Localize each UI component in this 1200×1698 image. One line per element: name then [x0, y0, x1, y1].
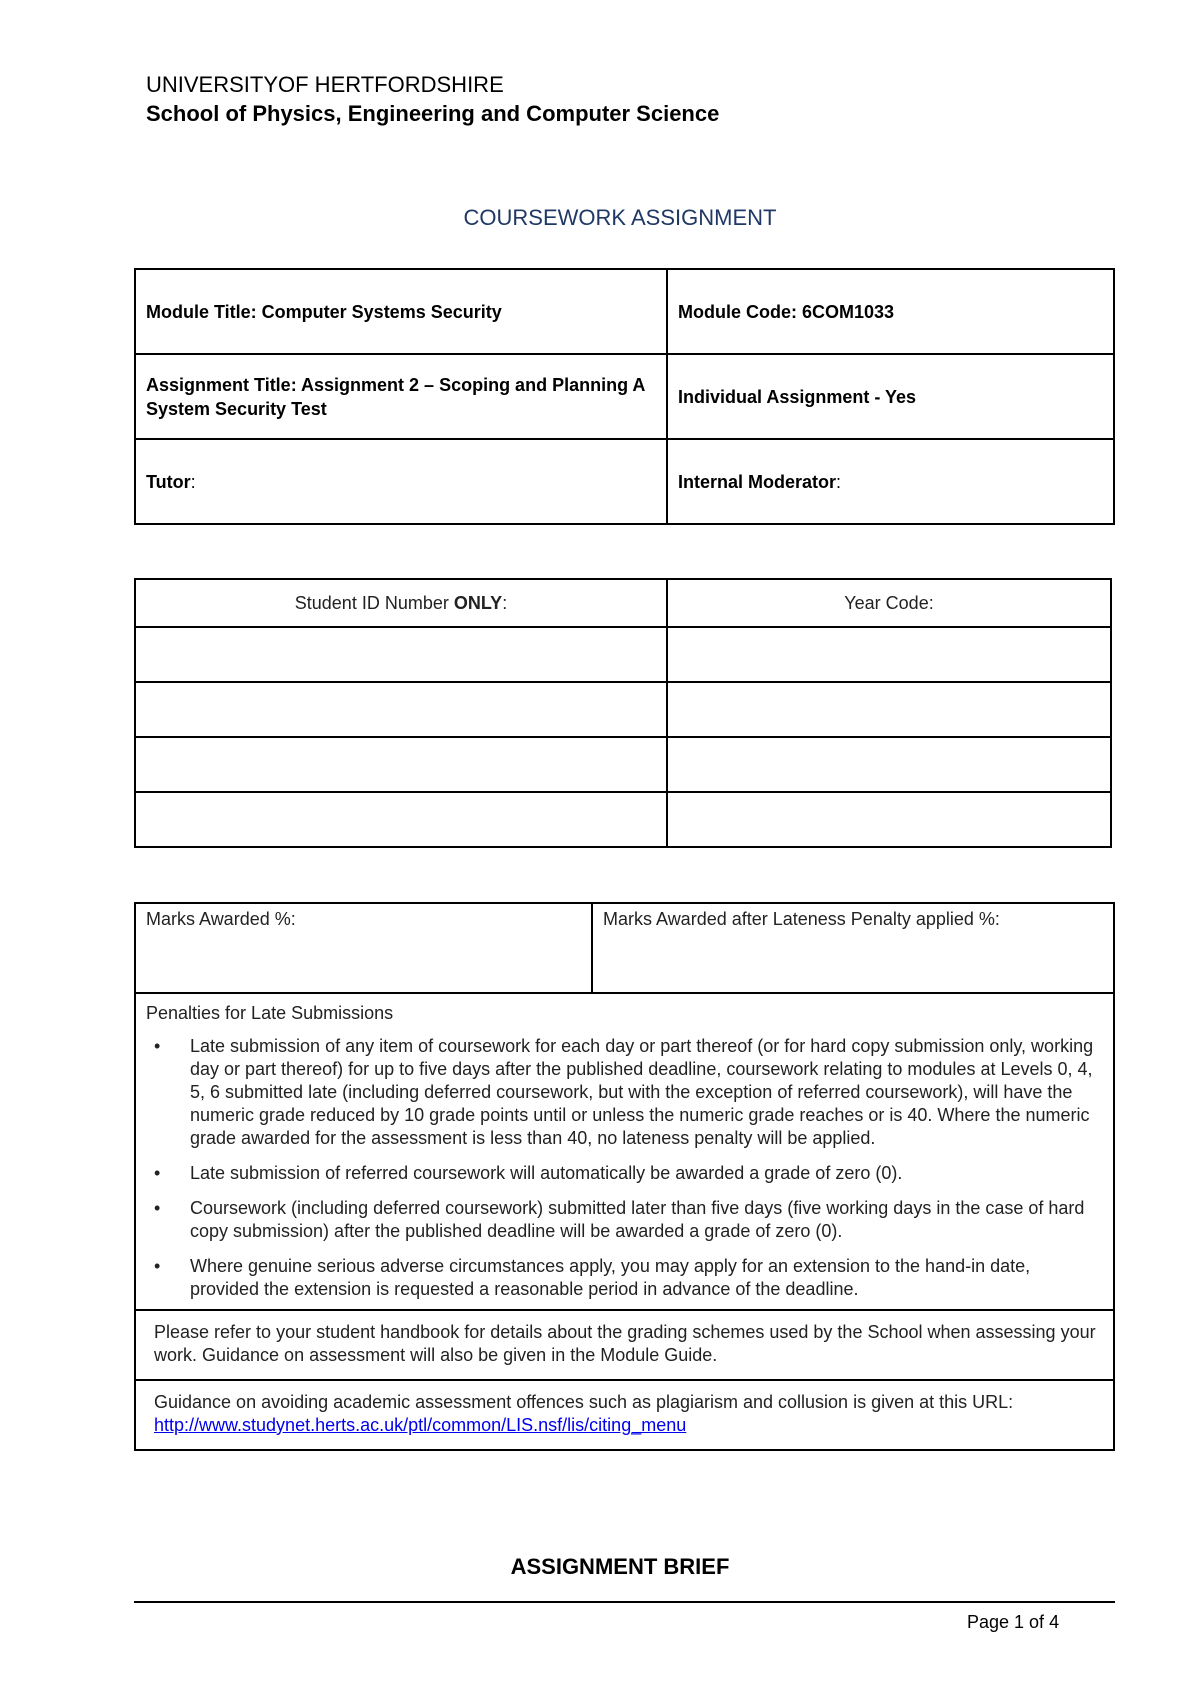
year-code-cell[interactable] [667, 737, 1111, 792]
penalty-text: Where genuine serious adverse circumstances apply, you may apply for an extension to the hand-in date, provided the extension is requested a reasonable period in advance of the deadline. [190, 1256, 1031, 1299]
tutor-colon: : [190, 471, 196, 492]
guidance-cell [135, 1380, 1114, 1450]
moderator-label: Internal Moderator [678, 471, 837, 492]
penalties-title: Penalties for Late Submissions [146, 1003, 394, 1023]
year-code-cell[interactable] [667, 682, 1111, 737]
bullet-icon: • [154, 1036, 161, 1056]
individual-assignment-cell: Individual Assignment - Yes [667, 354, 1114, 439]
year-code-cell[interactable] [667, 627, 1111, 682]
table-row [135, 269, 1114, 354]
penalty-text: Late submission of referred coursework will automatically be awarded a grade of zero (0). [190, 1163, 903, 1183]
table-row [135, 439, 1114, 524]
marks-awarded-cell: Marks Awarded %: [135, 903, 592, 993]
penalties-cell [135, 993, 1114, 1310]
penalty-text: Coursework (including deferred coursework) submitted later than five days (five working days in the case of hard copy submission) after the published deadline will be awarded a grade of zero (0). [190, 1198, 1085, 1241]
table-row [135, 1310, 1114, 1380]
table-row [135, 903, 1114, 993]
table-header-row [135, 579, 1111, 627]
footer-divider [134, 1601, 1115, 1603]
bullet-icon: • [154, 1163, 161, 1183]
table-row [135, 792, 1111, 847]
year-code-header: Year Code: [667, 579, 1111, 627]
module-info-table [134, 268, 1115, 525]
student-id-cell[interactable] [135, 737, 667, 792]
student-id-only: ONLY [453, 592, 503, 613]
table-row [135, 354, 1114, 439]
tutor-label: Tutor [146, 471, 191, 492]
assignment-title-cell: Assignment Title: Assignment 2 – Scoping and Planning A System Security Test [135, 354, 667, 439]
student-id-cell[interactable] [135, 682, 667, 737]
page-title: COURSEWORK ASSIGNMENT [463, 205, 777, 230]
guidance-text: Guidance on avoiding academic assessment offences such as plagiarism and collusion is given at this URL: [154, 1392, 1014, 1412]
table-row [135, 1380, 1114, 1450]
student-id-header [135, 579, 667, 627]
penalty-text: Late submission of any item of coursework for each day or part thereof (or for hard copy submission only, working day or part thereof) for up to five days after the published deadline, coursework relating to modules at Levels 0, 4, 5, 6 submitted late (including deferred coursework, but with the exception of referred coursework), will have the numeric grade reduced by 10 grade points until or unless the numeric grade reaches or is 40. Where the numeric grade awarded for the assessment is less than 40, no lateness penalty will be applied. [190, 1036, 1094, 1148]
citing-guidance-link[interactable]: http://www.studynet.herts.ac.uk/ptl/common/LIS.nsf/lis/citing_menu [154, 1415, 687, 1435]
student-id-cell[interactable] [135, 627, 667, 682]
penalties-list [146, 1035, 1103, 1301]
student-id-table [134, 578, 1112, 848]
tutor-cell [135, 439, 667, 524]
list-item [146, 1255, 1103, 1301]
list-item [146, 1162, 1103, 1185]
table-row [135, 737, 1111, 792]
list-item [146, 1035, 1103, 1150]
university-name: UNIVERSITYOF HERTFORDSHIRE [146, 72, 504, 97]
module-title-cell: Module Title: Computer Systems Security [135, 269, 667, 354]
handbook-note-cell: Please refer to your student handbook for details about the grading schemes used by the School when assessing your work. Guidance on assessment will also be given in the Module Guide. [135, 1310, 1114, 1380]
assignment-brief-heading: ASSIGNMENT BRIEF [510, 1554, 730, 1579]
school-name: School of Physics, Engineering and Computer Science [146, 101, 720, 126]
list-item [146, 1197, 1103, 1243]
moderator-cell [667, 439, 1114, 524]
module-code-cell: Module Code: 6COM1033 [667, 269, 1114, 354]
year-code-cell[interactable] [667, 792, 1111, 847]
marks-table [134, 902, 1115, 1451]
student-id-label: Student ID Number [294, 592, 454, 613]
table-row [135, 993, 1114, 1310]
table-row [135, 682, 1111, 737]
moderator-colon: : [836, 471, 842, 492]
table-row [135, 627, 1111, 682]
student-id-colon: : [502, 592, 508, 613]
marks-after-penalty-cell: Marks Awarded after Lateness Penalty applied %: [592, 903, 1114, 993]
bullet-icon: • [154, 1256, 161, 1276]
student-id-cell[interactable] [135, 792, 667, 847]
bullet-icon: • [154, 1198, 161, 1218]
page-number: Page 1 of 4 [967, 1612, 1060, 1632]
